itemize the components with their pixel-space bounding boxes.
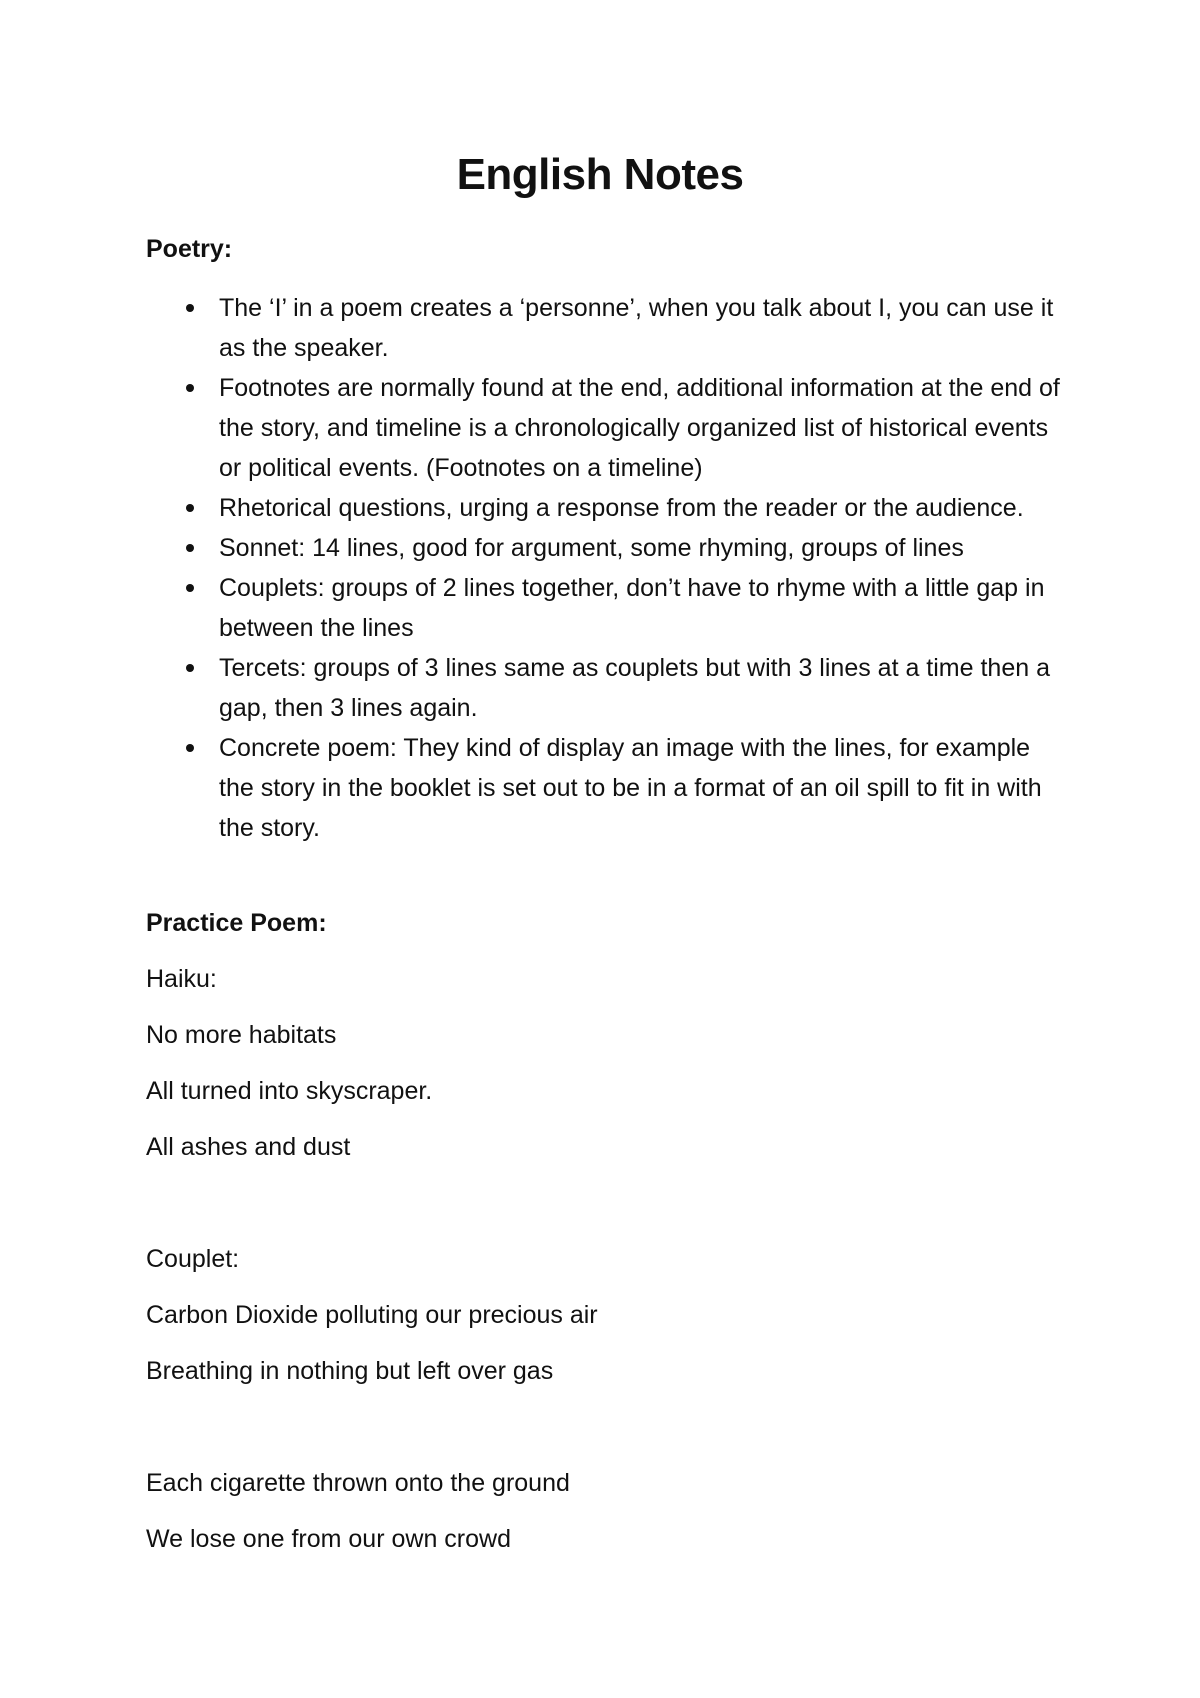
list-item	[146, 288, 1066, 368]
poetry-notes-list	[146, 288, 1066, 848]
bullet-text: Sonnet: 14 lines, good for argument, some rhyming, groups of lines	[219, 534, 964, 562]
bullet-icon	[186, 744, 194, 752]
haiku-line: No more habitats	[146, 1021, 337, 1049]
haiku-label: Haiku:	[146, 965, 217, 993]
bullet-text: The ‘I’ in a poem creates a ‘personne’, when you talk about I, you can use it as the speaker.	[219, 294, 1054, 362]
bullet-icon	[186, 664, 194, 672]
list-item	[146, 568, 1066, 648]
bullet-text: Concrete poem: They kind of display an image with the lines, for example the story in the booklet is set out to be in a format of an oil spill to fit in with the story.	[219, 734, 1042, 842]
list-item	[146, 728, 1066, 848]
poetry-heading: Poetry:	[146, 235, 233, 263]
bullet-text: Rhetorical questions, urging a response from the reader or the audience.	[219, 494, 1024, 522]
list-item	[146, 368, 1066, 488]
bullet-text: Tercets: groups of 3 lines same as couplets but with 3 lines at a time then a gap, then 3 lines again.	[219, 654, 1050, 722]
bullet-text: Footnotes are normally found at the end, additional information at the end of the story, and timeline is a chronologically organized list of historical events or political events. (Footnotes on a timeline)	[219, 374, 1060, 482]
bullet-text: Couplets: groups of 2 lines together, don’t have to rhyme with a little gap in between the lines	[219, 574, 1045, 642]
list-item	[146, 528, 1066, 568]
couplet-label: Couplet:	[146, 1245, 240, 1273]
practice-poem-heading: Practice Poem:	[146, 909, 327, 937]
bullet-icon	[186, 504, 194, 512]
bullet-icon	[186, 544, 194, 552]
couplet-line: Each cigarette thrown onto the ground	[146, 1469, 570, 1497]
bullet-icon	[186, 584, 194, 592]
bullet-icon	[186, 304, 194, 312]
haiku-line: All ashes and dust	[146, 1133, 351, 1161]
couplet-line: Carbon Dioxide polluting our precious air	[146, 1301, 598, 1329]
list-item	[146, 648, 1066, 728]
page-title: English Notes	[456, 150, 744, 199]
couplet-line: We lose one from our own crowd	[146, 1525, 511, 1553]
haiku-line: All turned into skyscraper.	[146, 1077, 433, 1105]
list-item	[146, 488, 1066, 528]
couplet-line: Breathing in nothing but left over gas	[146, 1357, 554, 1385]
bullet-icon	[186, 384, 194, 392]
